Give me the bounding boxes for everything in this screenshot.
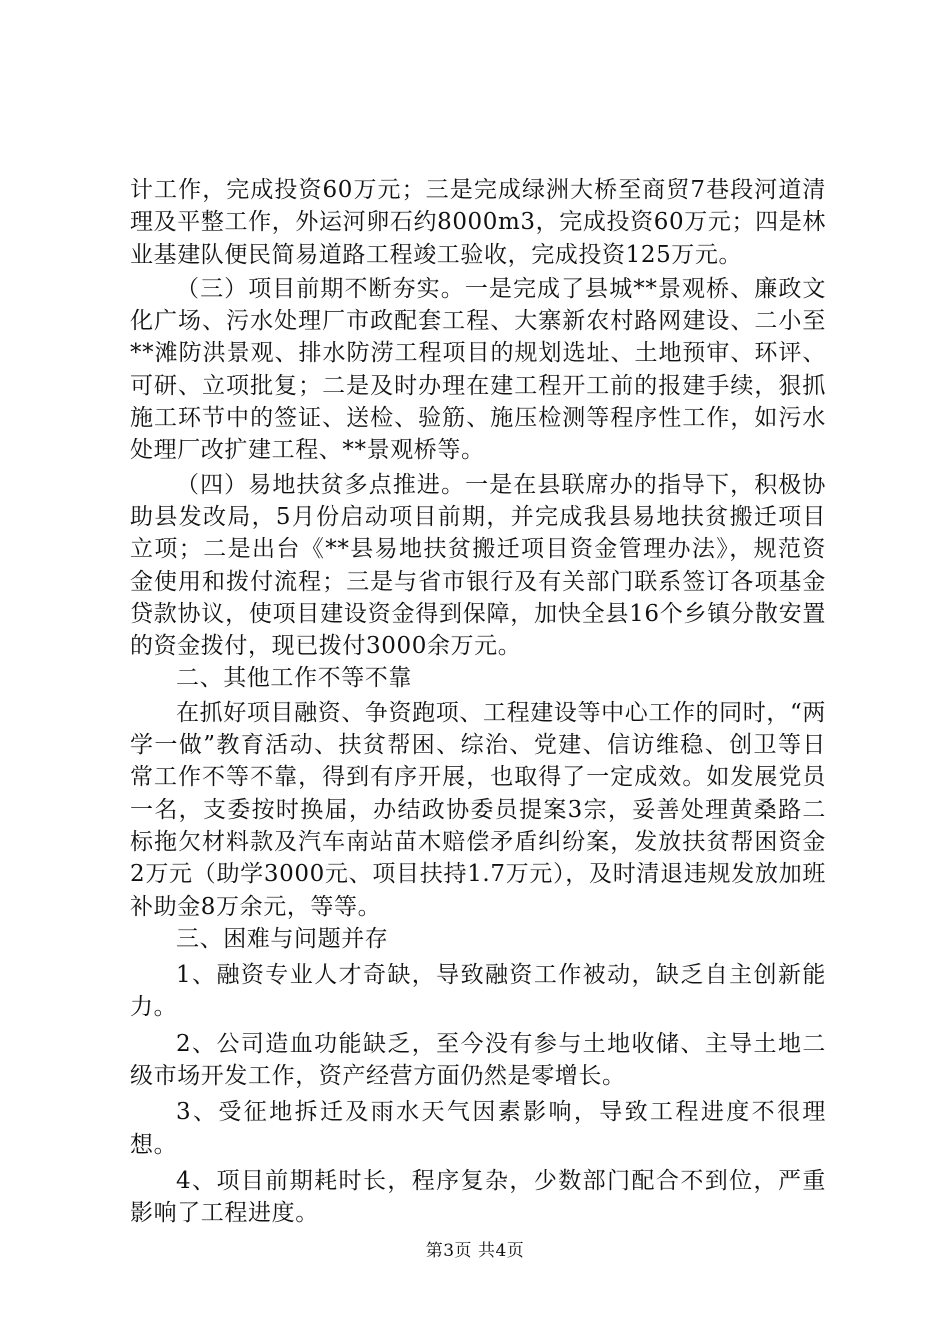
paragraph-difficulty-4: 4、项目前期耗时长，程序复杂，少数部门配合不到位，严重影响了工程进度。	[130, 1167, 826, 1227]
paragraph-project-preliminary: （三）项目前期不断夯实。一是完成了县城**景观桥、廉政文化广场、污水处理厂市政配套工程、大寨新农村路网建设、二小至**滩防洪景观、排水防涝工程项目的规划选址、土地预审、环评、可研、立项批复；二是及时办理在建工程开工前的报建手续，狠抓施工环节中的签证、送检、验筋、施压检测等程序性工作，如污水处理厂改扩建工程、**景观桥等。	[130, 275, 826, 464]
section-heading-other-work: 二、其他工作不等不靠	[176, 665, 412, 692]
paragraph-difficulty-1: 1、融资专业人才奇缺，导致融资工作被动，缺乏自主创新能力。	[130, 962, 826, 1021]
document-body	[130, 174, 826, 1230]
paragraph-poverty-relocation: （四）易地扶贫多点推进。一是在县联席办的指导下，积极协助县发改局，5月份启动项目前期，并完成我县易地扶贫搬迁项目立项；二是出台《**县易地扶贫搬迁项目资金管理办法》，规范资金使用和拨付流程；三是与省市银行及有关部门联系签订各项基金贷款协议，使项目建设资金得到保障，加快全县16个乡镇分散安置的资金拨付，现已拨付3000余万元。	[130, 471, 826, 660]
page-footer: 第3页 共4页	[425, 1241, 525, 1261]
section-heading-difficulties: 三、困难与问题并存	[176, 925, 389, 952]
paragraph-other-work: 在抓好项目融资、争资跑项、工程建设等中心工作的同时，“两学一做”教育活动、扶贫帮困、综治、党建、信访维稳、创卫等日常工作不等不靠，得到有序开展，也取得了一定成效。如发展党员一名，支委按时换届，办结政协委员提案3宗，妥善处理黄桑路二标拖欠材料款及汽车南站苗木赔偿矛盾纠纷案，发放扶贫帮困资金2万元（助学3000元、项目扶持1.7万元），及时清退违规发放加班补助金8万余元，等等。	[130, 699, 826, 920]
paragraph-difficulty-2: 2、公司造血功能缺乏，至今没有参与土地收储、主导土地二级市场开发工作，资产经营方面仍然是零增长。	[130, 1030, 826, 1090]
paragraph-investment-continued: 计工作，完成投资60万元；三是完成绿洲大桥至商贸7巷段河道清理及平整工作，外运河卵石约8000m3，完成投资60万元；四是林业基建队便民简易道路工程竣工验收，完成投资125万元。	[130, 177, 826, 268]
paragraph-difficulty-3: 3、受征地拆迁及雨水天气因素影响，导致工程进度不很理想。	[130, 1099, 826, 1158]
